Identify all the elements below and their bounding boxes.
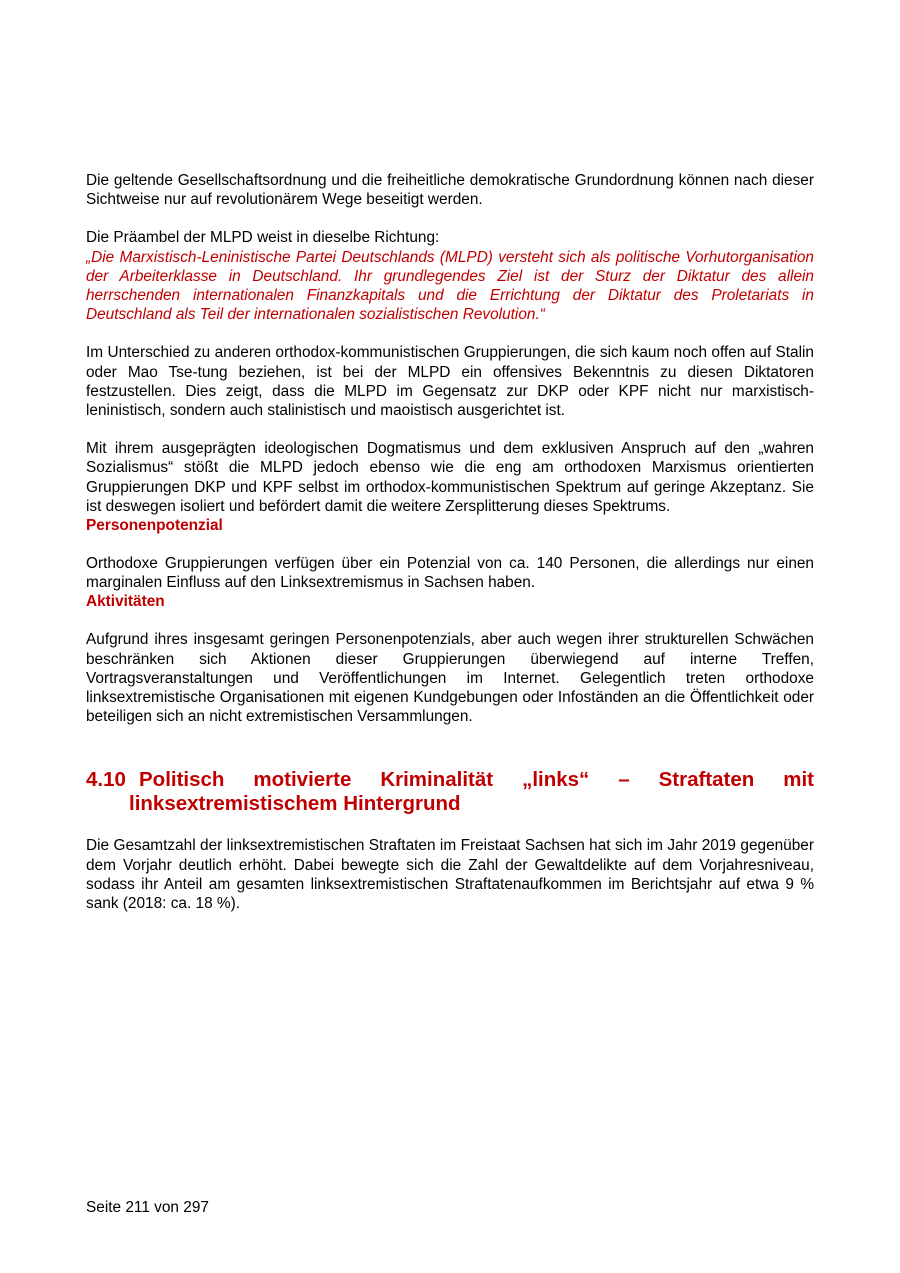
paragraph-straftaten: Die Gesamtzahl der linksextremistischen Straftaten im Freistaat Sachsen hat sich im Jahr 2019 gegenüber dem Vorjahr deutlich erhöht. Dabei bewegte sich die Zahl der Gewaltdelikte auf dem Vorjahresniveau, sodass ihr Anteil am gesamten linksextremistischen Straftatenaufkommen im Berichtsjahr auf etwa 9 % sank (2018: ca. 18 %). [86,837,814,913]
document-body [86,171,814,913]
paragraph-praeambel-intro: Die Präambel der MLPD weist in dieselbe Richtung: [86,229,440,247]
chapter-number: 4.10 [86,768,126,792]
paragraph-revolution: Die geltende Gesellschaftsordnung und die freiheitliche demokratische Grundordnung können nach dieser Sichtweise nur auf revolutionärem Wege beseitigt werden. [86,172,814,209]
praeambel-quote: „Die Marxistisch-Leninistische Partei Deutschlands (MLPD) versteht sich als politische Vorhutorganisation der Arbeiterklasse in Deutschland. Ihr grundlegendes Ziel ist der Sturz der Diktatur des allein herrschenden internationalen Finanzkapitals und die Errichtung der Diktatur des Proletariats in Deutschland als Teil der internationalen sozialistischen Revolution.“ [86,248,814,324]
paragraph-dogmatismus: Mit ihrem ausgeprägten ideologischen Dogmatismus und dem exklusiven Anspruch auf den „wahren Sozialismus“ stößt die MLPD jedoch ebenso wie die eng am orthodoxen Marxismus orientierten Gruppierungen DKP und KPF selbst im orthodox-kommunistischen Spektrum auf geringe Akzeptanz. Sie ist deswegen isoliert und befördert damit die weitere Zersplitterung dieses Spektrums. [86,440,814,515]
paragraph-stalin-mao: Im Unterschied zu anderen orthodox-kommunistischen Gruppierungen, die sich kaum noch offen auf Stalin oder Mao Tse-tung beziehen, ist bei der MLPD ein offensives Bekenntnis zu diesen Diktatoren festzustellen. Dies zeigt, dass die MLPD im Gegensatz zur DKP oder KPF nicht nur marxistisch-leninistisch, sondern auch stalinistisch und maoistisch ausgerichtet ist. [86,344,814,420]
heading-aktivitaeten: Aktivitäten [86,593,165,611]
page-number: Seite 211 von 297 [86,1199,209,1216]
heading-personenpotenzial: Personenpotenzial [86,517,223,535]
chapter-title [129,768,814,816]
chapter-title-line2: linksextremistischem Hintergrund [129,792,461,816]
chapter-title-line1: Politisch motivierte Kriminalität „links“ – Straftaten mit [139,768,814,792]
paragraph-aktivitaeten: Aufgrund ihres insgesamt geringen Personenpotenzials, aber auch wegen ihrer strukturellen Schwächen beschränken sich Aktionen dieser Gruppierungen überwiegend auf interne Treffen, Vortragsveranstaltungen und Veröffentlichungen im Internet. Gelegentlich treten orthodoxe linksextremistische Organisationen mit eigenen Kundgebungen oder Infoständen an die Öffentlichkeit oder beteiligen sich an nicht extremistischen Versammlungen. [86,631,814,726]
paragraph-personenpotenzial: Orthodoxe Gruppierungen verfügen über ein Potenzial von ca. 140 Personen, die allerdings nur einen marginalen Einfluss auf den Linksextremismus in Sachsen haben. [86,555,814,592]
chapter-heading [86,768,814,816]
